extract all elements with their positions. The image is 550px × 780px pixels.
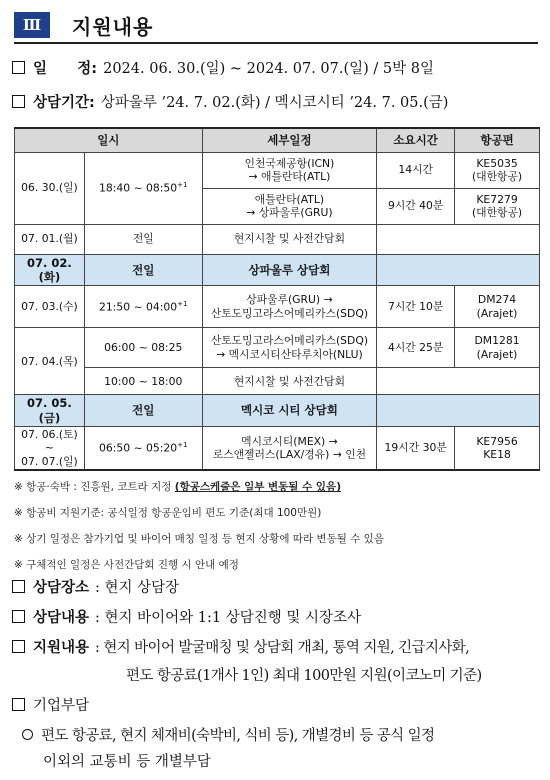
support-value-2: 편도 항공료(1개사 1인) 최대 100만원 지원(이코노미 기준) bbox=[126, 668, 482, 684]
note-item: ※ 구체적인 일정은 사전간담회 진행 시 안내 예정 bbox=[14, 559, 239, 571]
section-number: Ⅲ bbox=[14, 12, 50, 38]
cell-detail: 멕시코시티(MEX) → 로스앤젤러스(LAX/경유) → 인천 bbox=[202, 427, 377, 471]
header-detail: 세부일정 bbox=[202, 128, 377, 152]
cell-detail: 현지시찰 및 사전간담회 bbox=[202, 368, 377, 395]
consult-period-value: 상파울루 ’24. 7. 02.(화) / 멕시코시티 ’24. 7. 05.(금) bbox=[100, 95, 449, 111]
cell-detail: 산토도밍고라스어메리카스(SDQ) → 멕시코시티산타루치아(NLU) bbox=[202, 328, 377, 368]
checkbox-icon bbox=[12, 640, 25, 653]
cell-empty bbox=[377, 254, 540, 286]
support-line bbox=[12, 636, 469, 657]
venue-label: 상담장소 bbox=[33, 580, 90, 596]
table-row bbox=[15, 286, 540, 328]
cell-detail: 현지시찰 및 사전간담회 bbox=[202, 224, 377, 254]
table-row bbox=[15, 427, 540, 471]
cell-flight: KE5035 (대한항공) bbox=[455, 152, 540, 188]
burden-text-2: 이외의 교통비 등 개별부담 bbox=[43, 754, 211, 770]
schedule-label: 일 정: bbox=[33, 61, 98, 77]
cell-time: 21:50 ~ $04:00^{+1}$ bbox=[84, 286, 202, 328]
cell-date: 07. 02.(화) bbox=[15, 254, 85, 286]
support-value: : 현지 바이어 발굴매칭 및 상담회 개최, 통역 지원, 긴급지사화, bbox=[95, 640, 470, 656]
cell-duration: 9시간 40분 bbox=[377, 188, 455, 224]
schedule-value: 2024. 06. 30.(일) ~ 2024. 07. 07.(일) / 5박 8일 bbox=[103, 61, 434, 77]
table-row bbox=[15, 328, 540, 368]
cell-empty bbox=[377, 224, 540, 254]
cell-detail: 상파울루(GRU) → 산토도밍고라스어메리카스(SDQ) bbox=[202, 286, 377, 328]
burden-text-1: 편도 항공료, 현지 체재비(숙박비, 식비 등), 개별경비 등 공식 일정 bbox=[41, 728, 435, 744]
cell-time: 전일 bbox=[84, 395, 202, 427]
cell-time: 06:00 ~ 08:25 bbox=[84, 328, 202, 368]
cell-flight: KE7279 (대한항공) bbox=[455, 188, 540, 224]
venue-line bbox=[12, 576, 179, 597]
cell-flight: KE7956 KE18 bbox=[455, 427, 540, 471]
burden-line bbox=[12, 694, 89, 715]
checkbox-icon bbox=[12, 580, 25, 593]
burden-label: 기업부담 bbox=[33, 698, 90, 714]
cell-duration: 7시간 10분 bbox=[377, 286, 455, 328]
cell-date: 07. 05.(금) bbox=[15, 395, 85, 427]
checkbox-icon bbox=[12, 610, 25, 623]
header-duration: 소요시간 bbox=[377, 128, 455, 152]
header-datetime: 일시 bbox=[15, 128, 203, 152]
cell-date: 07. 04.(목) bbox=[15, 328, 85, 395]
notes bbox=[14, 474, 384, 578]
cell-time: 전일 bbox=[84, 254, 202, 286]
cell-date: 07. 06.(토) ~ 07. 07.(일) bbox=[15, 427, 85, 471]
cell-time: 06:50 ~ $05:20^{+1}$ bbox=[84, 427, 202, 471]
cell-duration: 4시간 25분 bbox=[377, 328, 455, 368]
table-row bbox=[15, 152, 540, 188]
cell-time: 18:40 ~ $08:50^{+1}$ bbox=[84, 152, 202, 224]
note-item: ※ 항공·숙박 : 진흥원, 코트라 지정 (항공스케줄은 일부 변동될 수 있음) bbox=[14, 481, 341, 493]
note-item: ※ 상기 일정은 참가기업 및 바이어 매칭 일정 등 현지 상황에 따라 변동될 수 있음 bbox=[14, 533, 384, 545]
cell-duration: 14시간 bbox=[377, 152, 455, 188]
cell-detail: 멕시코 시티 상담회 bbox=[202, 395, 377, 427]
content-value: : 현지 바이어와 1:1 상담진행 및 시장조사 bbox=[95, 610, 362, 626]
cell-time: 전일 bbox=[84, 224, 202, 254]
schedule-line bbox=[12, 57, 434, 78]
support-label: 지원내용 bbox=[33, 640, 90, 656]
cell-time: 10:00 ~ 18:00 bbox=[84, 368, 202, 395]
table-row bbox=[15, 224, 540, 254]
cell-flight: DM274 (Arajet) bbox=[455, 286, 540, 328]
section-header bbox=[14, 8, 538, 44]
cell-date: 06. 30.(일) bbox=[15, 152, 85, 224]
section-title: 지원내용 bbox=[72, 14, 154, 39]
content-label: 상담내용 bbox=[33, 610, 90, 626]
cell-date: 07. 03.(수) bbox=[15, 286, 85, 328]
schedule-table bbox=[14, 127, 540, 471]
cell-detail: 인천국제공항(ICN) → 애틀란타(ATL) bbox=[202, 152, 377, 188]
header-flight: 항공편 bbox=[455, 128, 540, 152]
table-row-highlight bbox=[15, 254, 540, 286]
bullet-circle-icon bbox=[22, 729, 33, 740]
table-row bbox=[15, 368, 540, 395]
cell-empty bbox=[377, 368, 540, 395]
checkbox-icon bbox=[12, 61, 25, 74]
cell-date: 07. 01.(월) bbox=[15, 224, 85, 254]
checkbox-icon bbox=[12, 95, 25, 108]
cell-detail: 애틀란타(ATL) → 상파울루(GRU) bbox=[202, 188, 377, 224]
content-line bbox=[12, 606, 361, 627]
note-item: ※ 항공비 지원기준: 공식일정 항공운임비 편도 기준(최대 100만원) bbox=[14, 507, 322, 519]
cell-detail: 상파울루 상담회 bbox=[202, 254, 377, 286]
cell-flight: DM1281 (Arajet) bbox=[455, 328, 540, 368]
cell-duration: 19시간 30분 bbox=[377, 427, 455, 471]
burden-item bbox=[22, 724, 434, 745]
consult-period-line bbox=[12, 91, 448, 112]
cell-empty bbox=[377, 395, 540, 427]
venue-value: : 현지 상담장 bbox=[95, 580, 180, 596]
checkbox-icon bbox=[12, 698, 25, 711]
consult-period-label: 상담기간: bbox=[33, 95, 95, 111]
table-row-highlight bbox=[15, 395, 540, 427]
table-header-row bbox=[15, 128, 540, 152]
